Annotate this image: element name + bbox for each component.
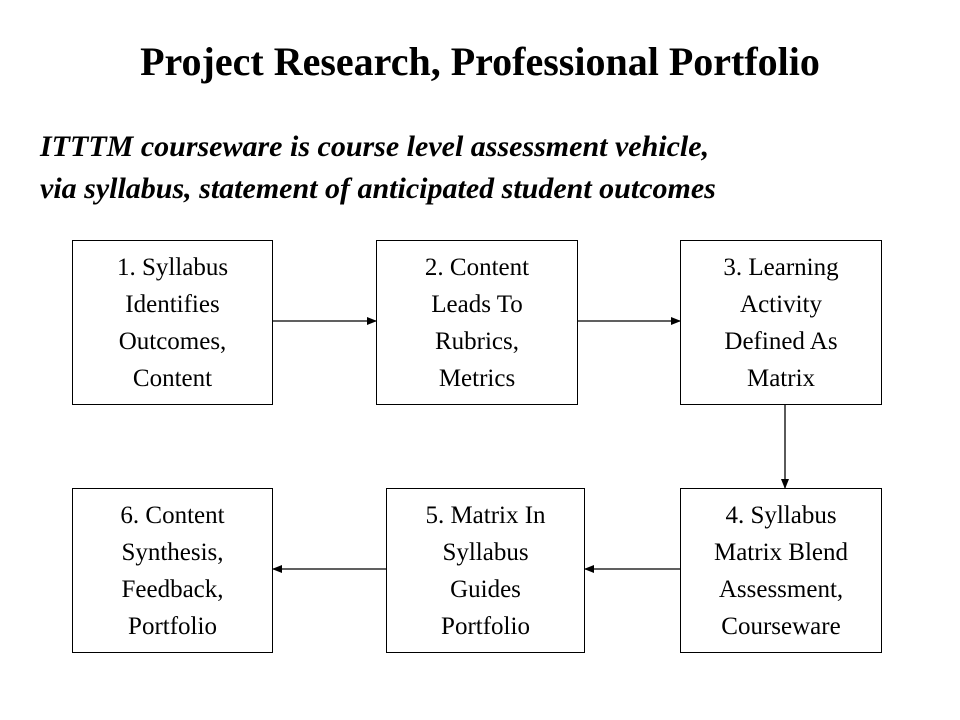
step-2-line-3: Rubrics, xyxy=(434,327,520,355)
step-6-line-4: Portfolio xyxy=(128,612,217,640)
step-4-box xyxy=(680,488,882,653)
step-4-line-1: 4. Syllabus xyxy=(725,501,837,529)
step-1-line-1: 1. Syllabus xyxy=(116,253,229,281)
diagram-title: Project Research, Professional Portfolio xyxy=(140,39,820,84)
step-5-line-2: Syllabus xyxy=(442,538,529,566)
step-5-line-1: 5. Matrix In xyxy=(425,501,546,529)
step-3-line-3: Defined As xyxy=(724,327,838,355)
step-6-line-2: Synthesis, xyxy=(121,538,224,566)
step-2-line-4: Metrics xyxy=(438,364,516,392)
step-3-line-4: Matrix xyxy=(746,364,816,392)
step-1-line-2: Identifies xyxy=(125,290,220,318)
step-6-line-1: 6. Content xyxy=(120,501,225,529)
step-1-line-3: Outcomes, xyxy=(118,327,227,355)
step-2-box xyxy=(376,240,578,405)
step-6-line-3: Feedback, xyxy=(121,575,224,603)
step-5-line-3: Guides xyxy=(450,575,521,603)
step-2-line-1: 2. Content xyxy=(424,253,530,281)
step-3-line-2: Activity xyxy=(740,290,822,318)
step-6-box xyxy=(72,488,273,653)
step-4-line-3: Assessment, xyxy=(718,575,844,603)
step-4-line-2: Matrix Blend xyxy=(713,538,848,566)
step-3-box xyxy=(680,240,882,405)
step-5-box xyxy=(386,488,585,653)
step-2-line-2: Leads To xyxy=(431,290,523,318)
subtitle-line-2: via syllabus, statement of anticipated student outcomes xyxy=(40,172,716,205)
step-1-line-4: Content xyxy=(132,364,213,392)
step-5-line-4: Portfolio xyxy=(441,612,530,640)
step-4-line-4: Courseware xyxy=(721,612,841,640)
step-1-box xyxy=(72,240,273,405)
step-3-line-1: 3. Learning xyxy=(723,253,839,281)
subtitle-line-1: ITTTM courseware is course level assessment vehicle, xyxy=(40,130,710,163)
